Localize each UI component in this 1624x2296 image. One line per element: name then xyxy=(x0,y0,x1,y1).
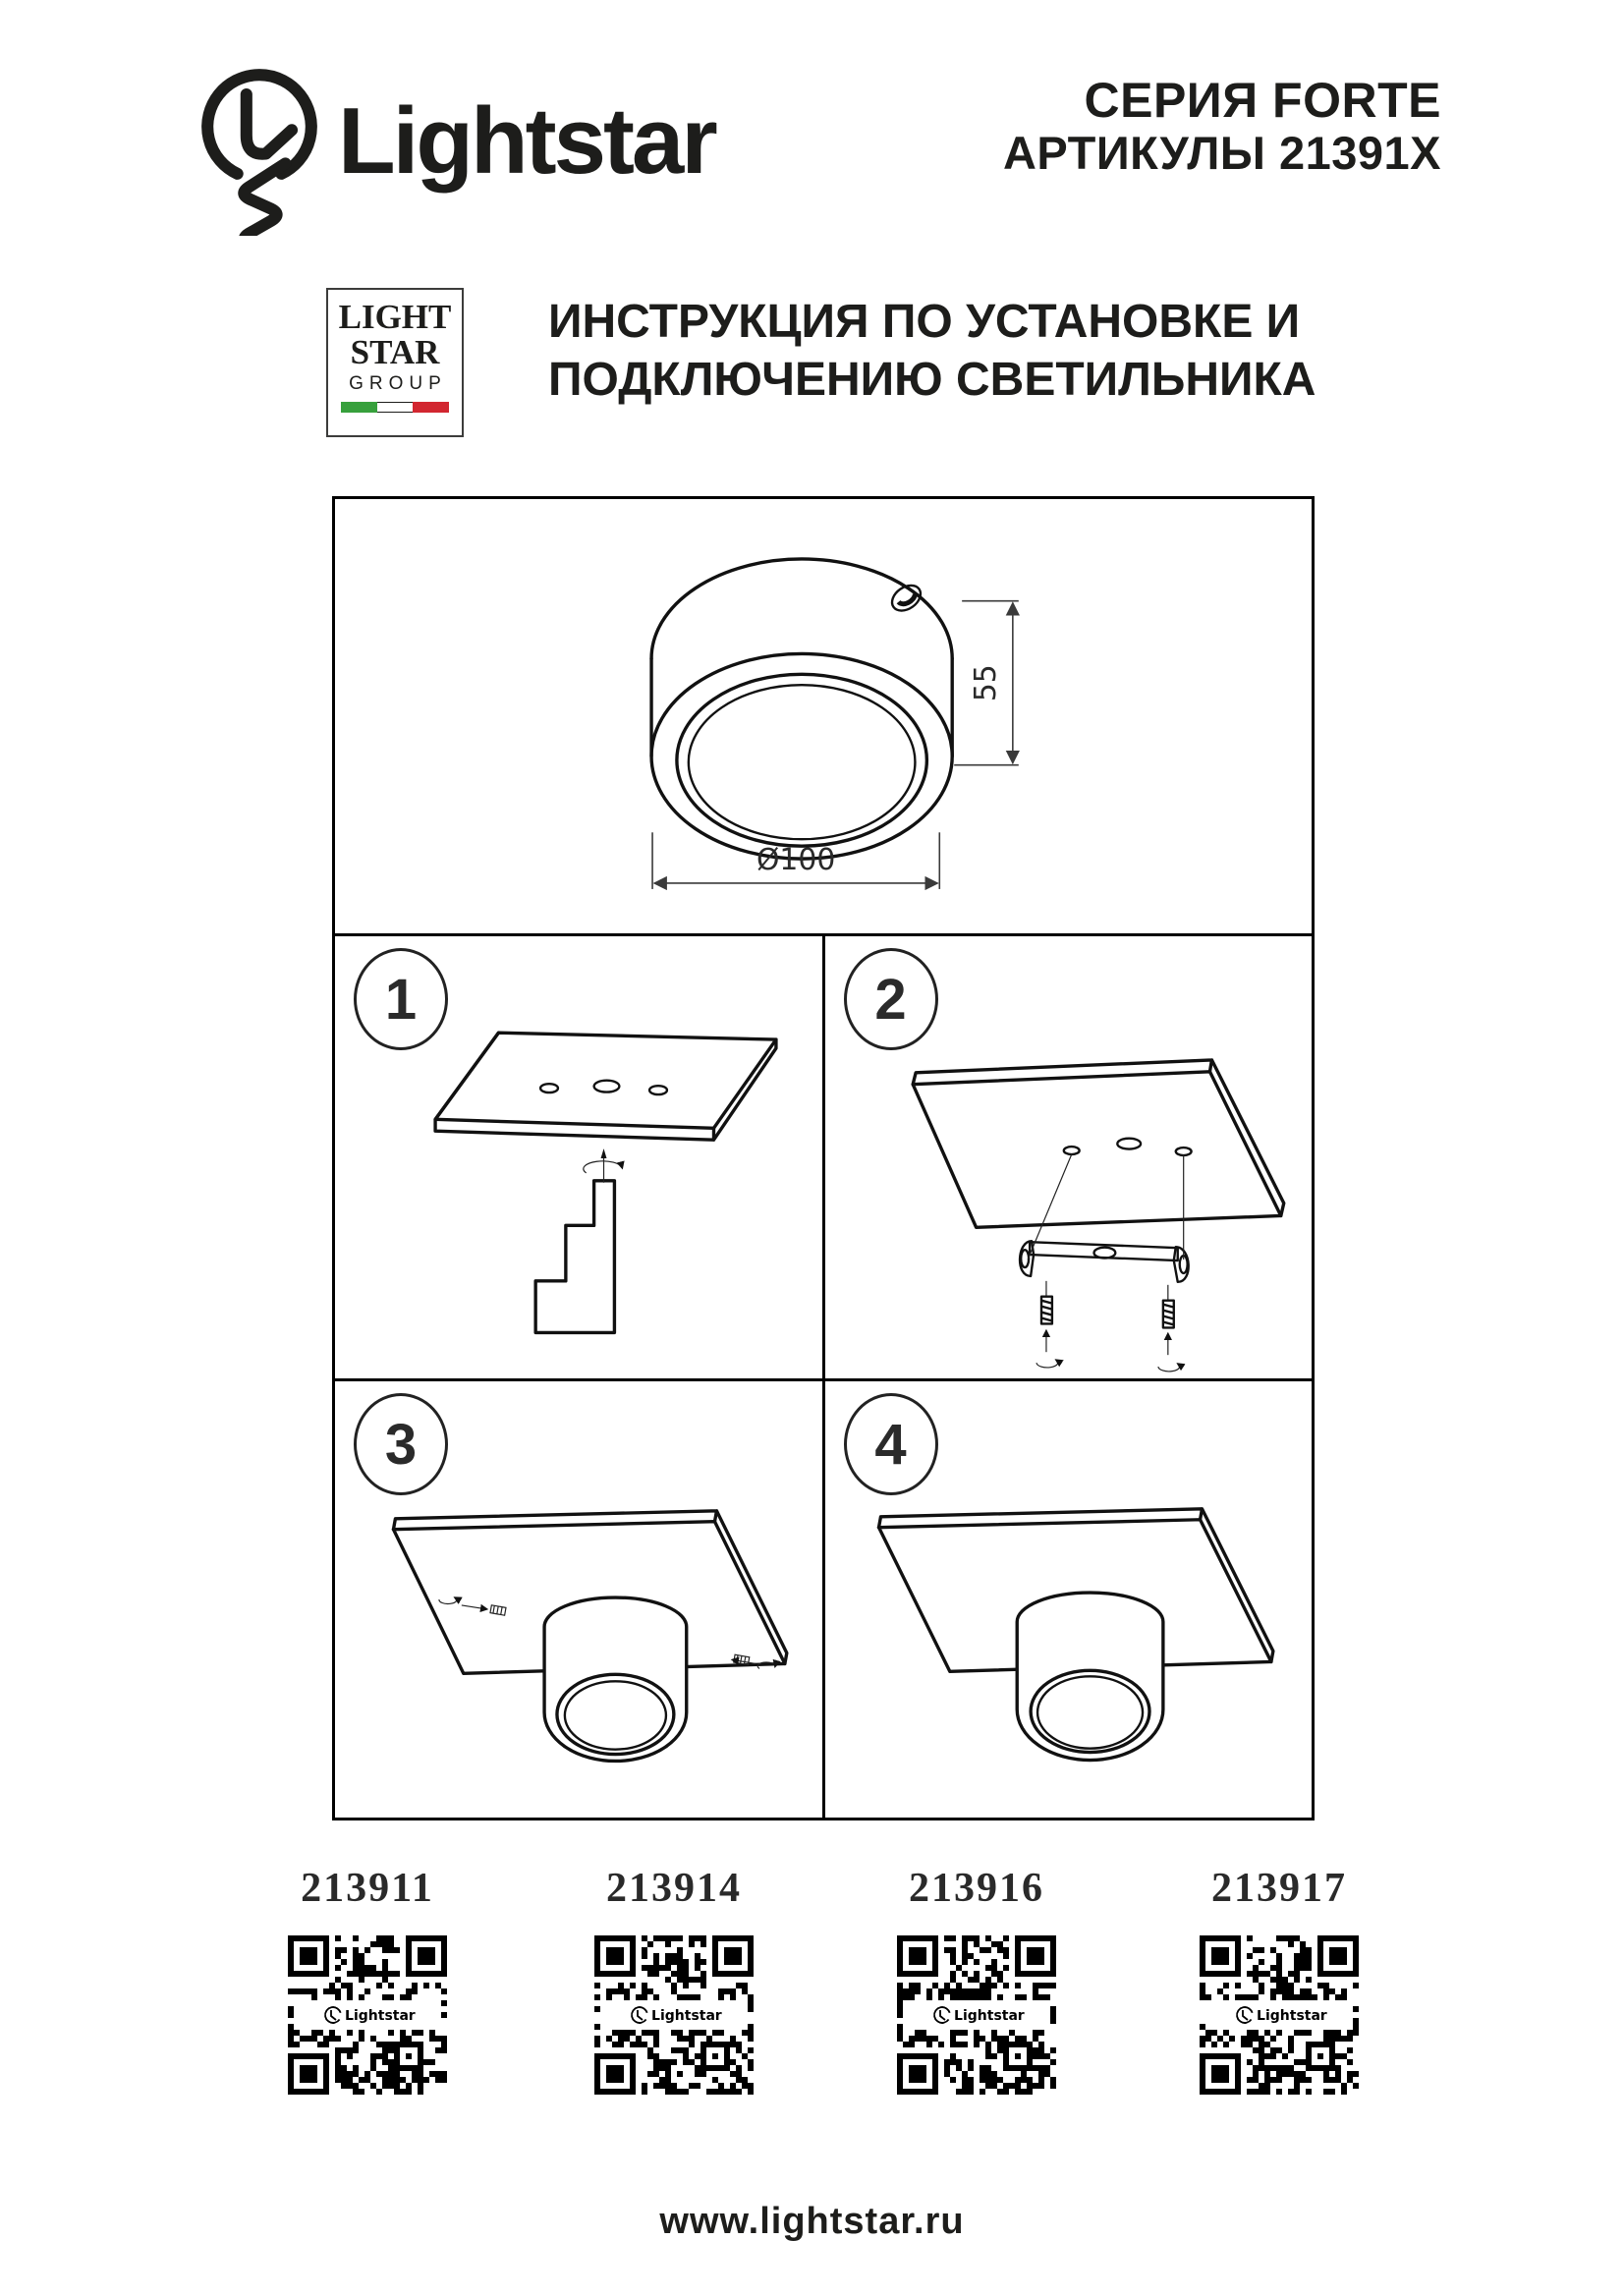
diagram-box xyxy=(332,496,1315,1820)
qr-code xyxy=(594,1935,754,2095)
lamp-technical-drawing xyxy=(335,499,1312,936)
step-1-badge xyxy=(354,948,448,1050)
step-4-panel xyxy=(825,1381,1313,1820)
series-block xyxy=(1003,73,1441,180)
step-3-panel xyxy=(335,1381,825,1820)
step-number: 1 xyxy=(384,967,418,1032)
lamp-cylinder xyxy=(1017,1593,1163,1760)
article-code: 213911 xyxy=(301,1866,434,1911)
flag-red-stripe xyxy=(413,402,449,413)
page-title-line2: ПОДКЛЮЧЕНИЮ СВЕТИЛЬНИКА xyxy=(548,354,1316,406)
group-logo-line1: LIGHT xyxy=(338,298,452,336)
page-title-line1: ИНСТРУКЦИЯ ПО УСТАНОВКЕ И xyxy=(548,296,1301,348)
article-213917 xyxy=(1171,1865,1387,2100)
article-213914 xyxy=(566,1865,782,2100)
step-1-panel xyxy=(335,936,825,1378)
lamp-drawing-svg xyxy=(335,499,1312,933)
step-2-badge xyxy=(844,948,938,1050)
qr-code xyxy=(288,1935,447,2095)
series-articles: АРТИКУЛЫ 21391X xyxy=(1002,127,1441,179)
step-4-badge xyxy=(844,1393,938,1495)
italian-flag-icon xyxy=(341,402,449,413)
website-url: www.lightstar.ru xyxy=(659,2201,965,2242)
step-number: 2 xyxy=(874,967,907,1032)
qr-code xyxy=(897,1935,1056,2095)
group-logo-line2: STAR xyxy=(350,333,440,371)
article-213911 xyxy=(259,1865,476,2100)
series-title: СЕРИЯ FORTE xyxy=(1084,73,1441,128)
screw-hole-icon xyxy=(887,581,925,616)
step-number: 4 xyxy=(874,1412,907,1477)
ceiling-plate xyxy=(913,1060,1284,1227)
lightbulb-ls-icon xyxy=(195,61,324,236)
screw-icon xyxy=(1036,1281,1058,1368)
article-code: 213914 xyxy=(606,1866,742,1911)
diameter-value: Ø100 xyxy=(756,843,836,878)
brand-wordmark: Lightstar xyxy=(338,88,715,194)
height-value: 55 xyxy=(968,664,1003,702)
article-213916 xyxy=(868,1865,1085,2100)
step-3-badge xyxy=(354,1393,448,1495)
steps-row-1 xyxy=(335,936,1312,1381)
ceiling-plate xyxy=(435,1033,776,1140)
steps-row-2 xyxy=(335,1381,1312,1820)
lightstar-group-logo xyxy=(326,288,464,437)
height-dimension xyxy=(954,601,1019,765)
article-code: 213917 xyxy=(1211,1866,1347,1911)
brand-logo xyxy=(195,61,715,236)
screw-icon xyxy=(1157,1285,1179,1372)
lamp-cylinder xyxy=(544,1597,687,1761)
page-title xyxy=(548,293,1316,409)
flag-white-stripe xyxy=(377,402,414,413)
step-number: 3 xyxy=(384,1412,418,1477)
diameter-dimension xyxy=(652,832,939,889)
lamp-cylinder xyxy=(651,559,952,859)
flag-green-stripe xyxy=(341,402,377,413)
step-drill-icon xyxy=(535,1148,622,1332)
group-logo-line3: GROUP xyxy=(349,373,447,394)
mounting-bracket xyxy=(1020,1241,1189,1282)
qr-code xyxy=(1200,1935,1359,2095)
step-2-panel xyxy=(825,936,1313,1378)
article-code: 213916 xyxy=(909,1866,1044,1911)
